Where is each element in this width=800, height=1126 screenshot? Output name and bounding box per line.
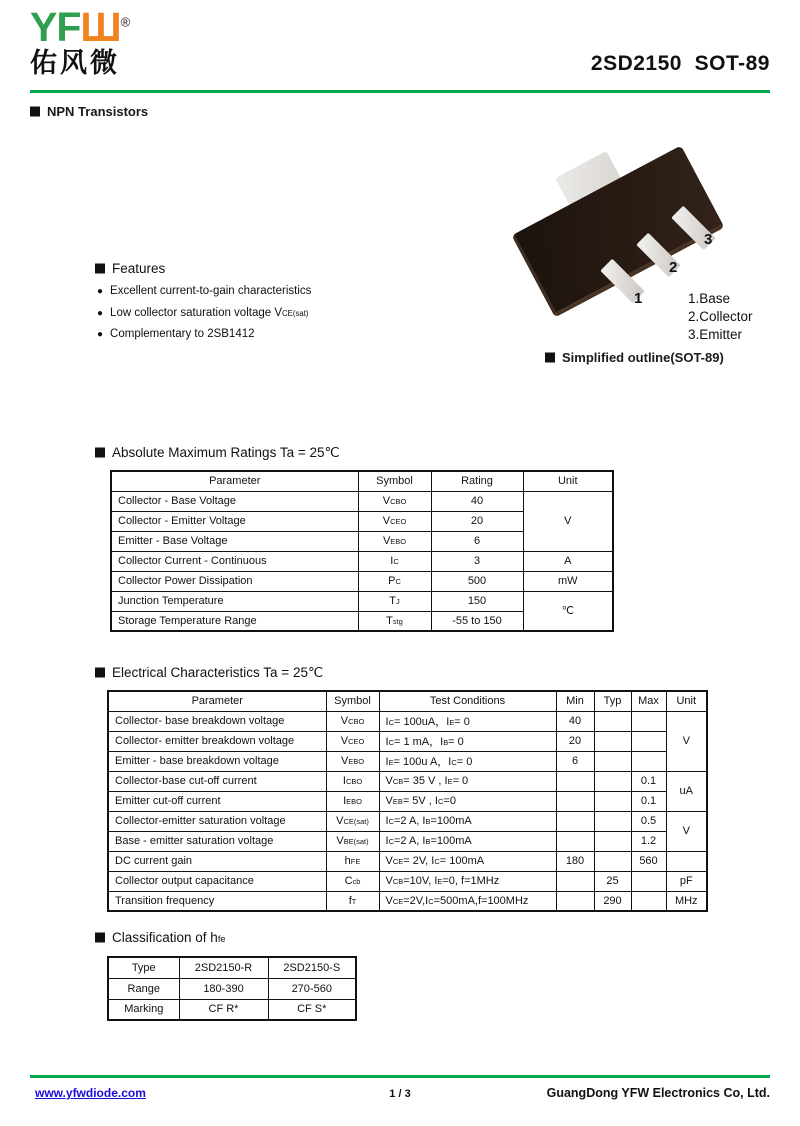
electrical-heading: Electrical Characteristics Ta = 25℃: [95, 665, 323, 681]
unit-cell: A: [523, 551, 613, 571]
value-cell: 180-390: [179, 978, 268, 999]
logo-yf-text: YF: [30, 4, 81, 50]
max-cell: [631, 711, 666, 731]
table-row: [108, 771, 707, 791]
section-marker-icon: [95, 264, 105, 274]
column-header: Parameter: [108, 691, 326, 711]
unit-cell: uA: [666, 771, 707, 811]
rating-cell: 20: [431, 511, 523, 531]
column-header: Unit: [523, 471, 613, 491]
outline-caption: Simplified outline(SOT-89): [545, 350, 724, 365]
features-list: [97, 285, 311, 350]
row-header-cell: Type: [108, 957, 179, 978]
parameter-cell: Collector - Emitter Voltage: [111, 511, 358, 531]
symbol-cell: hFE: [326, 851, 379, 871]
company-name: GuangDong YFW Electronics Co, Ltd.: [546, 1086, 770, 1100]
table-row: [108, 791, 707, 811]
abs-max-table: [110, 470, 614, 632]
max-cell: [631, 871, 666, 891]
min-cell: [556, 811, 594, 831]
conditions-cell: VCE=2V,IC=500mA,f=100MHz: [379, 891, 556, 911]
table-row: [108, 891, 707, 911]
table-row: [111, 491, 613, 511]
symbol-cell: Tstg: [358, 611, 431, 631]
typ-cell: [594, 731, 631, 751]
lead-number-label: 2: [669, 259, 678, 276]
unit-cell: V: [666, 711, 707, 771]
parameter-cell: Storage Temperature Range: [111, 611, 358, 631]
table-row: [108, 751, 707, 771]
website-link[interactable]: www.yfwdiode.com: [35, 1086, 146, 1100]
value-cell: 2SD2150-S: [268, 957, 356, 978]
table-row: [108, 831, 707, 851]
section-marker-icon: [95, 933, 105, 943]
company-logo: [30, 6, 130, 77]
parameter-cell: Transition frequency: [108, 891, 326, 911]
page-title: 2SD2150 SOT-89: [590, 52, 770, 75]
table-header-row: [108, 691, 707, 711]
unit-cell: pF: [666, 871, 707, 891]
symbol-cell: VCE(sat): [326, 811, 379, 831]
table-row: [111, 571, 613, 591]
rating-cell: -55 to 150: [431, 611, 523, 631]
classification-table: [107, 956, 357, 1021]
unit-cell: V: [666, 811, 707, 851]
conditions-cell: IC=2 A, IB=100mA: [379, 831, 556, 851]
value-cell: 270-560: [268, 978, 356, 999]
parameter-cell: Base - emitter saturation voltage: [108, 831, 326, 851]
typ-cell: [594, 711, 631, 731]
table-row: [108, 811, 707, 831]
row-header-cell: Range: [108, 978, 179, 999]
conditions-cell: IE= 100u A，IC= 0: [379, 751, 556, 771]
symbol-cell: VCBO: [358, 491, 431, 511]
symbol-cell: Ccb: [326, 871, 379, 891]
electrical-table: [107, 690, 708, 912]
header-divider: [30, 90, 770, 93]
parameter-cell: DC current gain: [108, 851, 326, 871]
lead-number-label: 3: [704, 231, 713, 248]
pin-legend: [688, 290, 753, 344]
section-marker-icon: [545, 353, 555, 363]
parameter-cell: Collector output capacitance: [108, 871, 326, 891]
logo-wordmark: [30, 6, 130, 49]
table-row: [108, 851, 707, 871]
logo-chinese-name: 佑风微: [30, 48, 120, 79]
footer-divider: [30, 1075, 770, 1078]
typ-cell: [594, 751, 631, 771]
parameter-cell: Collector - Base Voltage: [111, 491, 358, 511]
typ-cell: [594, 851, 631, 871]
page-number: 1 / 3: [389, 1088, 411, 1100]
max-cell: 0.1: [631, 771, 666, 791]
unit-cell: ℃: [523, 591, 613, 631]
min-cell: [556, 871, 594, 891]
parameter-cell: Collector Power Dissipation: [111, 571, 358, 591]
parameter-cell: Collector- emitter breakdown voltage: [108, 731, 326, 751]
value-cell: CF R*: [179, 999, 268, 1020]
pin-legend-item: 2.Collector: [688, 309, 753, 324]
unit-cell: [666, 851, 707, 871]
logo-w-text: Ш: [80, 4, 121, 50]
abs-max-heading: Absolute Maximum Ratings Ta = 25℃: [95, 445, 340, 461]
conditions-cell: VEB= 5V , IC=0: [379, 791, 556, 811]
symbol-cell: ICBO: [326, 771, 379, 791]
parameter-cell: Collector Current - Continuous: [111, 551, 358, 571]
symbol-cell: VCBO: [326, 711, 379, 731]
parameter-cell: Emitter - base breakdown voltage: [108, 751, 326, 771]
max-cell: 0.1: [631, 791, 666, 811]
table-row: [108, 999, 356, 1020]
row-header-cell: Marking: [108, 999, 179, 1020]
max-cell: [631, 751, 666, 771]
rating-cell: 150: [431, 591, 523, 611]
rating-cell: 40: [431, 491, 523, 511]
classification-heading: Classification of hfe: [95, 930, 225, 945]
column-header: Min: [556, 691, 594, 711]
bullet-icon: ●: [97, 307, 104, 319]
value-cell: 2SD2150-R: [179, 957, 268, 978]
max-cell: 560: [631, 851, 666, 871]
typ-cell: [594, 771, 631, 791]
rating-cell: 500: [431, 571, 523, 591]
section-marker-icon: [95, 448, 105, 458]
conditions-cell: IC= 100uA，IE= 0: [379, 711, 556, 731]
min-cell: [556, 891, 594, 911]
symbol-cell: PC: [358, 571, 431, 591]
unit-cell: mW: [523, 571, 613, 591]
min-cell: 20: [556, 731, 594, 751]
table-row: [111, 591, 613, 611]
table-row: [108, 711, 707, 731]
typ-cell: 25: [594, 871, 631, 891]
symbol-cell: VBE(sat): [326, 831, 379, 851]
column-header: Max: [631, 691, 666, 711]
parameter-cell: Emitter - Base Voltage: [111, 531, 358, 551]
parameter-cell: Junction Temperature: [111, 591, 358, 611]
column-header: Rating: [431, 471, 523, 491]
column-header: Test Conditions: [379, 691, 556, 711]
symbol-cell: IC: [358, 551, 431, 571]
features-heading: Features: [95, 261, 165, 276]
table-row: [111, 551, 613, 571]
npn-transistors-heading: NPN Transistors: [30, 104, 148, 119]
value-cell: CF S*: [268, 999, 356, 1020]
bullet-icon: ●: [97, 286, 104, 297]
typ-cell: [594, 831, 631, 851]
parameter-cell: Collector-base cut-off current: [108, 771, 326, 791]
column-header: Unit: [666, 691, 707, 711]
conditions-cell: VCE= 2V, IC= 100mA: [379, 851, 556, 871]
pin-legend-item: 1.Base: [688, 291, 731, 306]
table-header-row: [111, 471, 613, 491]
max-cell: 1.2: [631, 831, 666, 851]
symbol-cell: VCEO: [358, 511, 431, 531]
symbol-cell: TJ: [358, 591, 431, 611]
rating-cell: 6: [431, 531, 523, 551]
section-marker-icon: [95, 668, 105, 678]
column-header: Typ: [594, 691, 631, 711]
symbol-cell: VEBO: [326, 751, 379, 771]
table-row: [108, 871, 707, 891]
feature-item: ● Low collector saturation voltage VCE(sat): [97, 306, 309, 319]
min-cell: [556, 791, 594, 811]
min-cell: 40: [556, 711, 594, 731]
conditions-cell: VCB= 35 V , IE= 0: [379, 771, 556, 791]
min-cell: 6: [556, 751, 594, 771]
symbol-cell: VEBO: [358, 531, 431, 551]
parameter-cell: Collector-emitter saturation voltage: [108, 811, 326, 831]
max-cell: [631, 891, 666, 911]
conditions-cell: IC=2 A, IB=100mA: [379, 811, 556, 831]
feature-item: ● Excellent current-to-gain characteristics: [97, 285, 312, 297]
conditions-cell: IC= 1 mA，IB= 0: [379, 731, 556, 751]
table-row: [108, 957, 356, 978]
min-cell: 180: [556, 851, 594, 871]
feature-item: ● Complementary to 2SB1412: [97, 328, 255, 340]
lead-number-label: 1: [634, 290, 643, 307]
bullet-icon: ●: [97, 329, 104, 340]
pin-legend-item: 3.Emitter: [688, 327, 743, 342]
table-row: [108, 731, 707, 751]
column-header: Symbol: [358, 471, 431, 491]
min-cell: [556, 831, 594, 851]
column-header: Parameter: [111, 471, 358, 491]
max-cell: [631, 731, 666, 751]
min-cell: [556, 771, 594, 791]
conditions-cell: VCB=10V, IE=0, f=1MHz: [379, 871, 556, 891]
symbol-cell: VCEO: [326, 731, 379, 751]
typ-cell: [594, 791, 631, 811]
max-cell: 0.5: [631, 811, 666, 831]
section-marker-icon: [30, 107, 40, 117]
symbol-cell: fT: [326, 891, 379, 911]
typ-cell: [594, 811, 631, 831]
unit-cell: MHz: [666, 891, 707, 911]
column-header: Symbol: [326, 691, 379, 711]
typ-cell: 290: [594, 891, 631, 911]
symbol-cell: IEBO: [326, 791, 379, 811]
parameter-cell: Collector- base breakdown voltage: [108, 711, 326, 731]
package-outline-figure: [520, 138, 800, 370]
parameter-cell: Emitter cut-off current: [108, 791, 326, 811]
registered-mark-icon: ®: [120, 14, 131, 30]
unit-cell: V: [523, 491, 613, 551]
table-row: [108, 978, 356, 999]
rating-cell: 3: [431, 551, 523, 571]
